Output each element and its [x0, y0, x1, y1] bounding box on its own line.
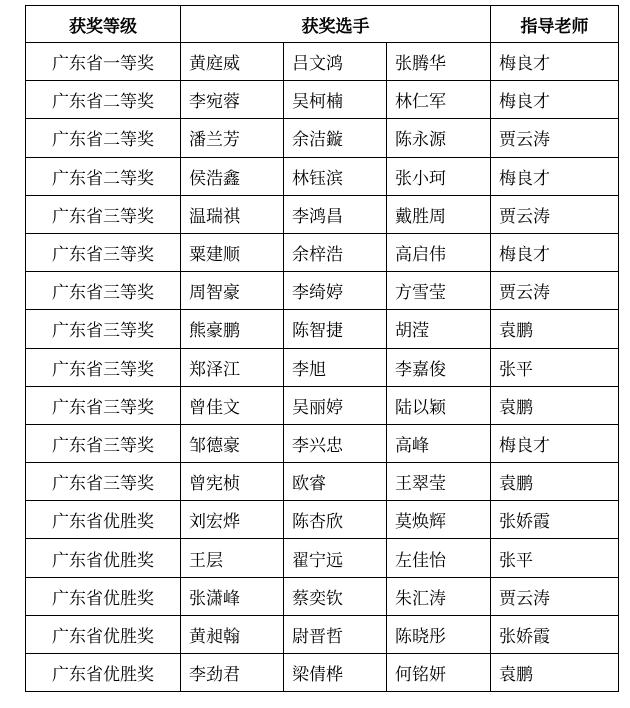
player-cell: 李鸿昌 — [284, 195, 387, 233]
player-cell: 李劲君 — [181, 654, 284, 692]
player-cell: 方雪莹 — [387, 272, 491, 310]
player-cell: 熊豪鹏 — [181, 310, 284, 348]
teacher-cell: 张平 — [491, 539, 619, 577]
player-cell: 曾宪桢 — [181, 463, 284, 501]
teacher-cell: 袁鹏 — [491, 654, 619, 692]
teacher-cell: 袁鹏 — [491, 386, 619, 424]
table-row — [26, 43, 619, 81]
player-cell: 吴丽婷 — [284, 386, 387, 424]
player-cell: 周智豪 — [181, 272, 284, 310]
player-cell: 黄昶翰 — [181, 615, 284, 653]
player-cell: 张小珂 — [387, 157, 491, 195]
player-cell: 余洁鏇 — [284, 119, 387, 157]
teacher-cell: 袁鹏 — [491, 310, 619, 348]
player-cell: 朱汇涛 — [387, 577, 491, 615]
award-level-cell: 广东省优胜奖 — [26, 654, 181, 692]
award-level-cell: 广东省三等奖 — [26, 424, 181, 462]
teacher-cell: 贾云涛 — [491, 577, 619, 615]
header-row — [26, 6, 619, 43]
table-row — [26, 310, 619, 348]
table-row — [26, 539, 619, 577]
player-cell: 陆以颖 — [387, 386, 491, 424]
award-level-cell: 广东省三等奖 — [26, 195, 181, 233]
table-row — [26, 195, 619, 233]
table-row — [26, 233, 619, 271]
table-body — [26, 43, 619, 692]
player-cell: 林钰滨 — [284, 157, 387, 195]
award-level-cell: 广东省二等奖 — [26, 119, 181, 157]
player-cell: 陈永源 — [387, 119, 491, 157]
player-cell: 侯浩鑫 — [181, 157, 284, 195]
teacher-cell: 袁鹏 — [491, 463, 619, 501]
player-cell: 翟宁远 — [284, 539, 387, 577]
player-cell: 李兴忠 — [284, 424, 387, 462]
player-cell: 左佳怡 — [387, 539, 491, 577]
player-cell: 王翠莹 — [387, 463, 491, 501]
teacher-cell: 贾云涛 — [491, 119, 619, 157]
award-level-cell: 广东省一等奖 — [26, 43, 181, 81]
award-level-cell: 广东省三等奖 — [26, 233, 181, 271]
player-cell: 王层 — [181, 539, 284, 577]
player-cell: 李旭 — [284, 348, 387, 386]
teacher-cell: 梅良才 — [491, 157, 619, 195]
player-cell: 蔡奕钦 — [284, 577, 387, 615]
player-cell: 莫焕辉 — [387, 501, 491, 539]
player-cell: 陈晓彤 — [387, 615, 491, 653]
header-players: 获奖选手 — [181, 6, 491, 43]
award-level-cell: 广东省三等奖 — [26, 348, 181, 386]
player-cell: 郑泽江 — [181, 348, 284, 386]
player-cell: 吴柯楠 — [284, 81, 387, 119]
teacher-cell: 梅良才 — [491, 233, 619, 271]
header-teacher: 指导老师 — [491, 6, 619, 43]
award-level-cell: 广东省优胜奖 — [26, 501, 181, 539]
table-row — [26, 577, 619, 615]
table-row — [26, 424, 619, 462]
player-cell: 林仁军 — [387, 81, 491, 119]
table-row — [26, 615, 619, 653]
table-row — [26, 654, 619, 692]
awards-table — [25, 5, 619, 692]
table-row — [26, 272, 619, 310]
player-cell: 曾佳文 — [181, 386, 284, 424]
player-cell: 邹德豪 — [181, 424, 284, 462]
player-cell: 胡滢 — [387, 310, 491, 348]
player-cell: 吕文鸿 — [284, 43, 387, 81]
table-row — [26, 157, 619, 195]
player-cell: 何铭妍 — [387, 654, 491, 692]
teacher-cell: 梅良才 — [491, 81, 619, 119]
award-level-cell: 广东省二等奖 — [26, 157, 181, 195]
table-row — [26, 348, 619, 386]
player-cell: 欧睿 — [284, 463, 387, 501]
award-level-cell: 广东省优胜奖 — [26, 615, 181, 653]
award-level-cell: 广东省优胜奖 — [26, 577, 181, 615]
teacher-cell: 贾云涛 — [491, 272, 619, 310]
award-level-cell: 广东省二等奖 — [26, 81, 181, 119]
player-cell: 陈杏欣 — [284, 501, 387, 539]
player-cell: 刘宏烨 — [181, 501, 284, 539]
player-cell: 戴胜周 — [387, 195, 491, 233]
player-cell: 余梓浩 — [284, 233, 387, 271]
teacher-cell: 梅良才 — [491, 424, 619, 462]
player-cell: 李嘉俊 — [387, 348, 491, 386]
teacher-cell: 贾云涛 — [491, 195, 619, 233]
table-row — [26, 463, 619, 501]
player-cell: 高峰 — [387, 424, 491, 462]
player-cell: 高启伟 — [387, 233, 491, 271]
teacher-cell: 张平 — [491, 348, 619, 386]
table-row — [26, 81, 619, 119]
player-cell: 黄庭威 — [181, 43, 284, 81]
table-row — [26, 119, 619, 157]
table-header — [26, 6, 619, 43]
player-cell: 梁倩桦 — [284, 654, 387, 692]
player-cell: 尉晋哲 — [284, 615, 387, 653]
player-cell: 潘兰芳 — [181, 119, 284, 157]
player-cell: 温瑞祺 — [181, 195, 284, 233]
award-level-cell: 广东省三等奖 — [26, 386, 181, 424]
teacher-cell: 张娇霞 — [491, 615, 619, 653]
player-cell: 陈智捷 — [284, 310, 387, 348]
award-level-cell: 广东省三等奖 — [26, 272, 181, 310]
award-level-cell: 广东省三等奖 — [26, 310, 181, 348]
table-row — [26, 386, 619, 424]
player-cell: 粟建顺 — [181, 233, 284, 271]
teacher-cell: 张娇霞 — [491, 501, 619, 539]
player-cell: 张腾华 — [387, 43, 491, 81]
player-cell: 李绮婷 — [284, 272, 387, 310]
award-level-cell: 广东省优胜奖 — [26, 539, 181, 577]
award-level-cell: 广东省三等奖 — [26, 463, 181, 501]
header-award-level: 获奖等级 — [26, 6, 181, 43]
table-row — [26, 501, 619, 539]
teacher-cell: 梅良才 — [491, 43, 619, 81]
player-cell: 李宛蓉 — [181, 81, 284, 119]
player-cell: 张潇峰 — [181, 577, 284, 615]
